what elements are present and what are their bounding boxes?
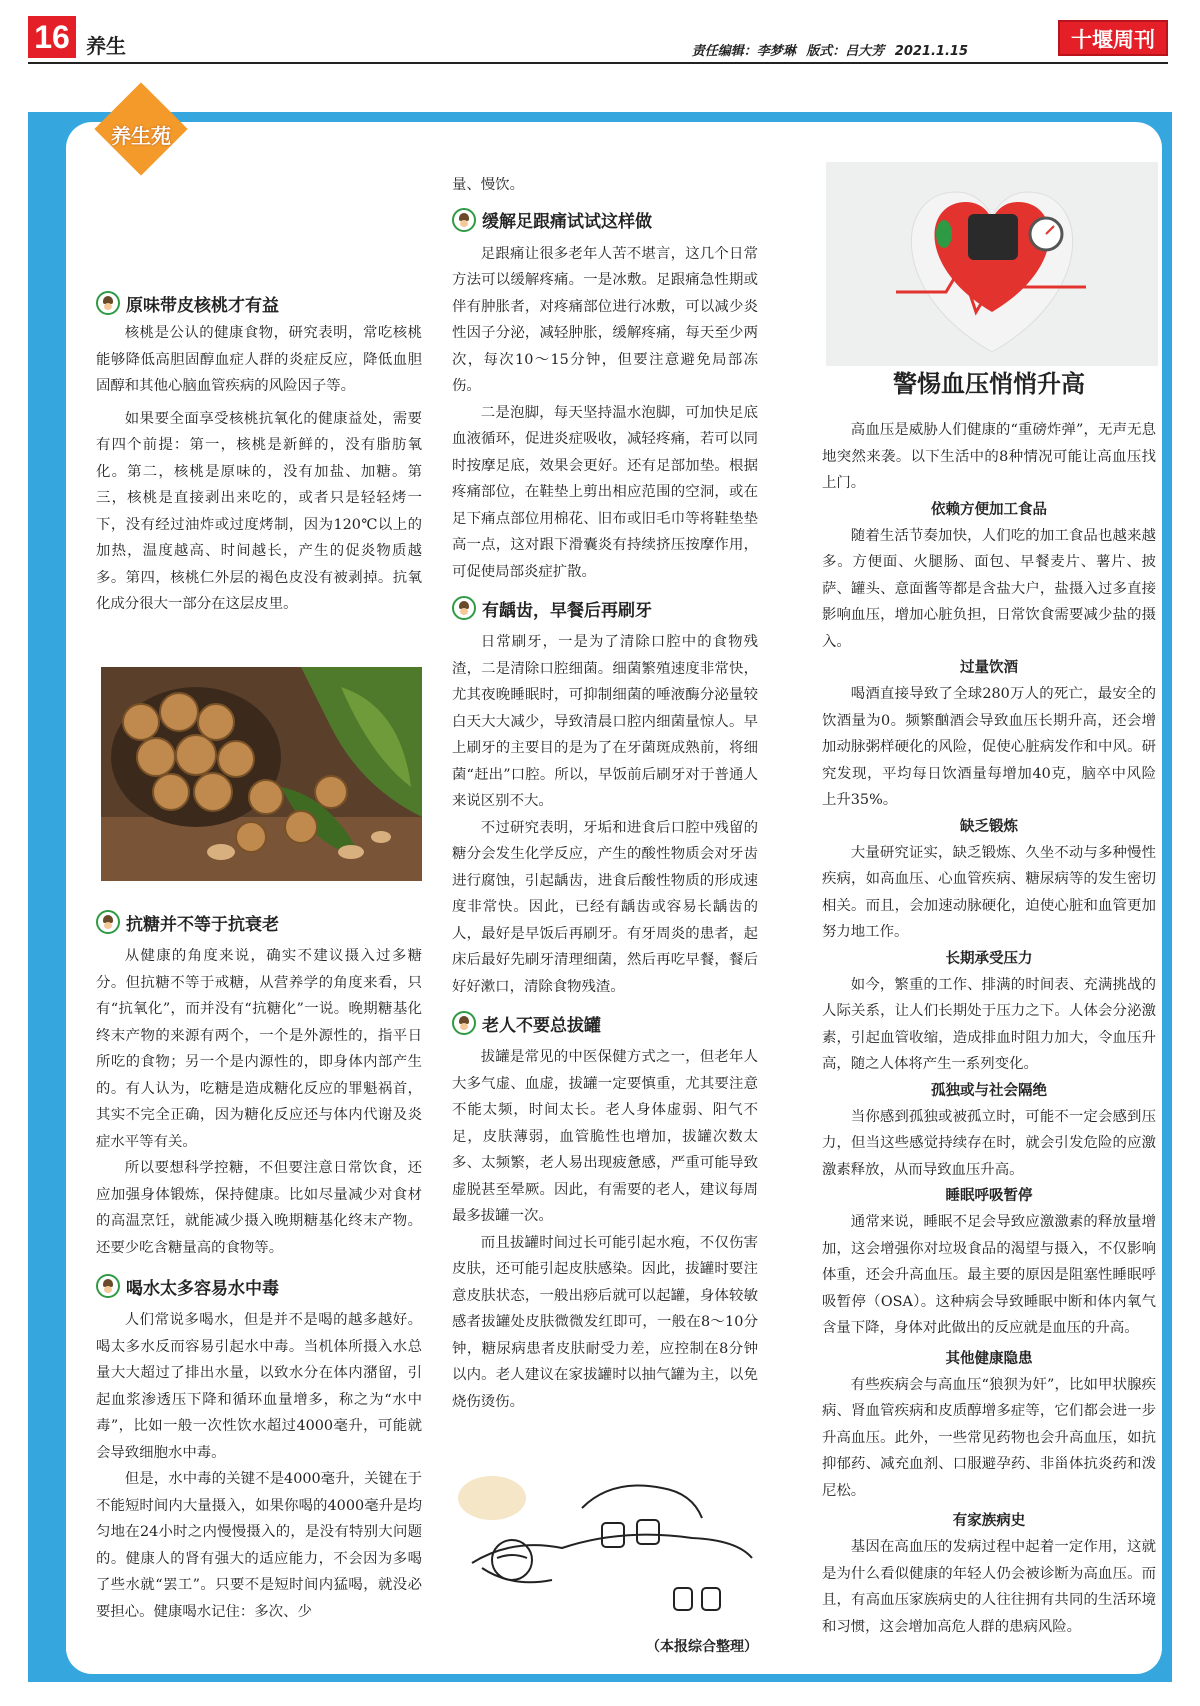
subheading: 其他健康隐患 (945, 1350, 1033, 1367)
paragraph: 有些疾病会与高血压“狼狈为奸”，比如甲状腺疾病、肾血管疾病和皮质醇增多症等，它们都会进一步升高血压。此外，一些常见药物也会升高血压，如抗抑郁药、减充血剂、口服避孕药、非甾体抗炎药和泼尼松。 (822, 1376, 1156, 1499)
article-title: 有龋齿，早餐后再刷牙 (482, 600, 652, 621)
editor-credits (686, 40, 968, 59)
subheading: 长期承受压力 (945, 950, 1033, 967)
issue-date: 2021.1.15 (894, 44, 968, 59)
paragraph: 人们常说多喝水，但是并不是喝的越多越好。喝太多水反而容易引起水中毒。当机体所摄入水总量大大超过了排出水量，以致水分在体内潴留，引起血浆渗透压下降和循环血量增多，称之为“水中毒”，比如一般一次性饮水超过4000毫升，可能就会导致细胞水中毒。 (96, 1312, 422, 1461)
paragraph: 日常刷牙，一是为了清除口腔中的食物残渣，二是清除口腔细菌。细菌繁殖速度非常快，尤其夜晚睡眠时，可抑制细菌的唾液酶分泌量较白天大大减少，导致清晨口腔内细菌量惊人。早上刷牙的主要目的是为了在牙菌斑成熟前，将细菌“赶出”口腔。所以，早饭前后刷牙对于普通人来说区别不大。 (452, 634, 758, 809)
column-1-lower (96, 905, 422, 1625)
heart-pressure-image (826, 162, 1158, 366)
doctor-icon (96, 1274, 120, 1298)
article-title: 老人不要总拔罐 (482, 1015, 601, 1036)
paragraph: 核桃是公认的健康食物，研究表明，常吃核桃能够降低高胆固醇血症人群的炎症反应，降低血胆固醇和其他心脑血管疾病的风险因子等。 (96, 325, 422, 394)
doctor-icon (452, 596, 476, 620)
cupping-illustration (452, 1468, 758, 1618)
paragraph: 而且拔罐时间过长可能引起水疱，不仅伤害皮肤，还可能引起皮肤感染。因此，拔罐时要注意皮肤状态，一般出痧后就可以起罐，身体较敏感者拔罐处皮肤微微发红即可，一般在8～10分钟，糖尿病患者皮肤耐受力差，应控制在8分钟以内。老人建议在家拔罐时以抽气罐为主，以免烧伤烫伤。 (452, 1234, 758, 1410)
subheading: 有家族病史 (952, 1513, 1026, 1529)
paragraph: 高血压是威胁人们健康的“重磅炸弹”，无声无息地突然来袭。以下生活中的8种情况可能让高血压找上门。 (822, 422, 1156, 491)
subheading: 过量饮酒 (960, 660, 1018, 676)
doctor-icon (452, 1011, 476, 1035)
paragraph: 所以要想科学控糖，不但要注意日常饮食，还应加强身体锻炼，保持健康。比如尽量减少对食材的高温烹饪，就能减少摄入晚期糖基化终末产物。还要少吃含糖量高的食物等。 (96, 1160, 422, 1256)
feature-title: 警惕血压悄悄升高 (893, 370, 1085, 398)
paragraph: 如今，繁重的工作、排满的时间表、充满挑战的人际关系，让人们长期处于压力之下。人体会分泌激素，引起血管收缩，造成排血时阻力加大，令血压升高，随之人体将产生一系列变化。 (822, 976, 1156, 1072)
paragraph: 随着生活节奏加快，人们吃的加工食品也越来越多。方便面、火腿肠、面包、早餐麦片、薯片、披萨、罐头、意面酱等都是含盐大户，盐摄入过多直接影响血压，增加心脏负担，日常饮食需要减少盐的摄入。 (822, 527, 1156, 650)
paragraph: 不过研究表明，牙垢和进食后口腔中残留的糖分会发生化学反应，产生的酸性物质会对牙齿进行腐蚀，引起龋齿，进食后酸性物质的形成速度非常快。因此，已经有龋齿或容易长龋齿的人，最好是早饭后再刷牙。有牙周炎的患者，起床后最好先刷牙清理细菌，然后再吃早餐，餐后好好漱口，清除食物残渣。 (452, 819, 758, 995)
article-heading (452, 203, 758, 237)
article-heading (96, 286, 422, 320)
doctor-icon (96, 291, 120, 315)
editor-name: 责任编辑：李梦琳 (691, 44, 796, 59)
paragraph: 从健康的角度来说，确实不建议摄入过多糖分。但抗糖不等于戒糖，从营养学的角度来看，只有“抗氧化”，而并没有“抗糖化”一说。晚期糖基化终末产物的来源有两个，一个是外源性的，指平日所吃的食物；另一个是内源性的，即身体内部产生的。有人认为，吃糖是造成糖化反应的罪魁祸首，其实不完全正确，因为糖化反应还与体内代谢及炎症水平等有关。 (96, 948, 422, 1150)
subheading: 孤独或与社会隔绝 (931, 1082, 1047, 1099)
layout-designer: 版式：吕大芳 (806, 44, 885, 59)
subheading: 依赖方便加工食品 (931, 501, 1047, 518)
walnuts-photo (101, 667, 422, 881)
paragraph: 喝酒直接导致了全球280万人的死亡，最安全的饮酒量为0。频繁酗酒会导致血压长期升高，还会增加动脉粥样硬化的风险，促使心脏病发作和中风。研究发现，平均每日饮酒量每增加40克，脑卒中风险上升35%。 (822, 686, 1156, 808)
source-credit: （本报综合整理） (646, 1639, 758, 1655)
subheading: 缺乏锻炼 (960, 818, 1018, 835)
article-heading (96, 905, 422, 939)
article-title: 喝水太多容易水中毒 (126, 1278, 279, 1299)
section-title: 养生 (86, 34, 126, 58)
paragraph: 拔罐是常见的中医保健方式之一，但老年人大多气虚、血虚，拔罐一定要慎重，尤其要注意不能太频，时间太长。老人身体虚弱、阳气不足，皮肤薄弱，血管脆性也增加，拔罐次数太多、太频繁，老人易出现疲惫感，严重可能导致虚脱甚至晕厥。因此，有需要的老人，建议每周最多拔罐一次。 (452, 1049, 758, 1224)
column-badge-label: 养生苑 (111, 124, 171, 148)
page-number: 16 (28, 16, 76, 58)
article-title: 缓解足跟痛试试这样做 (482, 212, 652, 232)
article-heading (452, 591, 758, 625)
subheading: 睡眠呼吸暂停 (945, 1188, 1033, 1204)
paragraph: 通常来说，睡眠不足会导致应激激素的释放量增加，这会增强你对垃圾食品的渴望与摄入，不仅影响体重，还会升高血压。最主要的原因是阻塞性睡眠呼吸暂停（OSA）。这种病会导致睡眠中断和体内氧气含量下降，身体对此做出的反应就是血压的升高。 (822, 1214, 1156, 1336)
article-title: 抗糖并不等于抗衰老 (126, 914, 279, 935)
doctor-icon (452, 208, 476, 232)
article-title: 原味带皮核桃才有益 (126, 295, 279, 316)
header-rule (28, 62, 1168, 64)
column-3 (822, 364, 1156, 1640)
paragraph: 足跟痛让很多老年人苦不堪言，这几个日常方法可以缓解疼痛。一是冰敷。足跟痛急性期或伴有肿胀者，对疼痛部位进行冰敷，可以减少炎性因子分泌，减轻肿胀，缓解疼痛，每天至少两次，每次10～15分钟，但要注意避免局部冻伤。 (452, 245, 758, 394)
paragraph: 二是泡脚，每天坚持温水泡脚，可加快足底血液循环，促进炎症吸收，减轻疼痛，若可以同时按摩足底，效果会更好。还有足部加垫。根据疼痛部位，在鞋垫上剪出相应范围的空洞，或在足下痛点部位用棉花、旧布或旧毛巾等将鞋垫垫高一点，这对跟下滑囊炎有持续挤压按摩作用，可促使局部炎症扩散。 (452, 404, 758, 580)
paragraph: 如果要全面享受核桃抗氧化的健康益处，需要有四个前提：第一，核桃是新鲜的，没有脂肪氧化。第二，核桃是原味的，没有加盐、加糖。第三，核桃是直接剥出来吃的，或者只是轻轻烤一下，没有经过油炸或过度烤制，因为120℃以上的加热，温度越高、时间越长，产生的促炎物质越多。第四，核桃仁外层的褐色皮没有被剥掉。抗氧化成分很大一部分在这层皮里。 (96, 410, 422, 612)
paragraph-continued: 量、慢饮。 (452, 177, 524, 193)
column-2 (452, 172, 758, 1415)
paragraph: 但是，水中毒的关键不是4000毫升，关键在于不能短时间内大量摄入，如果你喝的4000毫升是均匀地在24小时之内慢慢摄入的，是没有特别大问题的。健康人的肾有强大的适应能力，不会因为多喝了些水就“罢工”。只要不是短时间内猛喝，就没必要担心。健康喝水记住：多次、少 (96, 1471, 422, 1620)
newspaper-logo: 十堰周刊 (1058, 20, 1168, 56)
doctor-icon (96, 910, 120, 934)
article-heading (96, 1269, 422, 1303)
column-1 (96, 286, 422, 618)
article-heading (452, 1006, 758, 1040)
paragraph: 基因在高血压的发病过程中起着一定作用，这就是为什么看似健康的年轻人仍会被诊断为高血压。而且，有高血压家族病史的人往往拥有共同的生活环境和习惯，这会增加高危人群的患病风险。 (822, 1539, 1156, 1635)
paragraph: 大量研究证实，缺乏锻炼、久坐不动与多种慢性疾病，如高血压、心血管疾病、糖尿病等的发生密切相关。而且，会加速动脉硬化，迫使心脏和血管更加努力地工作。 (822, 844, 1156, 940)
paragraph: 当你感到孤独或被孤立时，可能不一定会感到压力，但当这些感觉持续存在时，就会引发危险的应激激素释放，从而导致血压升高。 (822, 1108, 1156, 1178)
